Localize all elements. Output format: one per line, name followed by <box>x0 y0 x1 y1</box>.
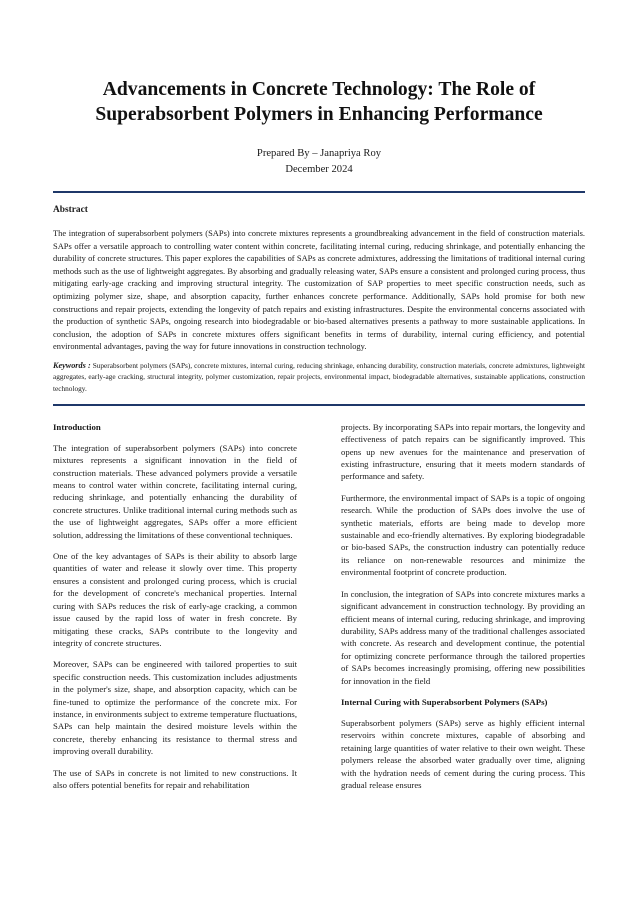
right-column <box>341 421 585 801</box>
keywords-label: Keywords : <box>53 360 91 370</box>
body-paragraph: Superabsorbent polymers (SAPs) serve as highly efficient internal reservoirs within concrete mixtures, capable of absorbing and retaining large quantities of water relative to their own weight. These polymers release the absorbed water gradually over time, aligning with the hydration needs of cement during the curing process. This gradual release ensures <box>341 717 585 790</box>
keywords-text: Superabsorbent polymers (SAPs), concrete mixtures, internal curing, reducing shrinkage, enhancing durability, construction materials, concrete admixtures, lightweight aggregates, early-age cracking, structural integrity, polymer customization, repair projects, environmental impact, biodegradable alternatives, sustainable applications, construction technology. <box>53 360 586 393</box>
publication-date: December 2024 <box>285 163 353 175</box>
section-heading-introduction: Introduction <box>53 421 101 432</box>
abstract-text: The integration of superabsorbent polymers (SAPs) into concrete mixtures represents a groundbreaking advancement in the field of construction materials. SAPs offer a versatile approach to controlling water content within concrete, facilitating internal curing, reducing shrinkage, and potentially enhancing the durability of concrete structures. This paper explores the capabilities of SAPs as concrete admixtures, addressing the limitations of traditional internal curing methods such as the use of lightweight aggregates. By absorbing and gradually releasing water, SAPs ensure a consistent and prolonged curing process, thus mitigating early-age cracking and improving structural integrity. The customization of SAP properties to meet specific construction needs, such as optimizing polymer size, shape, and absorption capacity, further enhances concrete performance. Additionally, SAPs hold promise for both new constructions and repair projects, extending the longevity of patch repairs and existing infrastructures. Despite the environmental concerns associated with the production of synthetic SAPs, ongoing research into biodegradable or bio-based alternatives presents a pathway to more sustainable applications. In conclusion, the adoption of SAPs in concrete mixtures offers significant benefits in terms of durability, internal curing efficiency, and potential environmental advantages, paving the way for future innovations in construction technology. <box>53 228 585 352</box>
page-title: Advancements in Concrete Technology: The Role of Superabsorbent Polymers in Enhancing Performance <box>95 79 543 125</box>
bottom-divider <box>53 404 585 406</box>
body-paragraph: The integration of superabsorbent polymers (SAPs) into concrete mixtures represents a significant innovation in the field of construction materials. These advanced polymers provide a versatile means to control water within concrete, facilitating internal curing, reducing shrinkage, and potentially enhancing the durability of concrete structures. Unlike traditional internal curing methods such as the use of lightweight aggregates, SAPs offer a more efficient solution, addressing the limitations of these conventional techniques. <box>53 442 297 540</box>
body-paragraph: One of the key advantages of SAPs is their ability to absorb large quantities of water and release it slowly over time. This property ensures a consistent and prolonged curing process, which is crucial for the development of concrete's mechanical properties. Internal curing with SAPs reduces the risk of early-age cracking, a common issue caused by the rapid loss of water in fresh concrete. By mitigating these cracks, SAPs contribute to the longevity and integrity of concrete structures. <box>53 551 297 648</box>
body-paragraph: Furthermore, the environmental impact of SAPs is a topic of ongoing research. While the production of SAPs does involve the use of synthetic materials, efforts are being made to develop more sustainable and eco-friendly alternatives. By exploring biodegradable or bio-based SAPs, the construction industry can potentially reduce its reliance on non-renewable resources and minimize the environmental footprint of concrete production. <box>341 492 585 578</box>
body-paragraph: projects. By incorporating SAPs into repair mortars, the longevity and effectiveness of patch repairs can be significantly improved. This opens up new avenues for the maintenance and preservation of existing infrastructure, ensuring that it meets modern standards of performance and safety. <box>341 421 585 482</box>
body-paragraph: In conclusion, the integration of SAPs into concrete mixtures marks a significant advancement in construction technology. By providing an efficient means of internal curing, reducing shrinkage, and improving durability, SAPs address many of the traditional challenges associated with concrete. As research and development continue, the potential for optimizing concrete performance through the tailored properties of SAPs becomes increasingly promising, offering new possibilities for innovation in the field <box>341 588 585 686</box>
body-paragraph: The use of SAPs in concrete is not limited to new constructions. It also offers potential benefits for repair and rehabilitation <box>53 767 297 790</box>
body-columns <box>53 421 585 801</box>
left-column <box>53 421 297 801</box>
top-divider <box>53 191 585 193</box>
keywords-block <box>53 360 585 394</box>
title-meta <box>53 146 585 177</box>
abstract-heading: Abstract <box>53 205 88 215</box>
body-paragraph: Moreover, SAPs can be engineered with tailored properties to suit specific construction needs. This customization includes adjustments in the polymer's size, shape, and absorption capacity, which can be fine-tuned to optimize the performance of the concrete mix. For instance, in environments subject to extreme temperature fluctuations, SAPs can help maintain the desired moisture levels within the concrete, thereby enhancing its resistance to thermal stress and improving overall durability. <box>53 659 297 757</box>
author-line: Prepared By – Janapriya Roy <box>256 148 382 159</box>
section-heading-internal-curing: Internal Curing with Superabsorbent Polymers (SAPs) <box>341 696 548 707</box>
